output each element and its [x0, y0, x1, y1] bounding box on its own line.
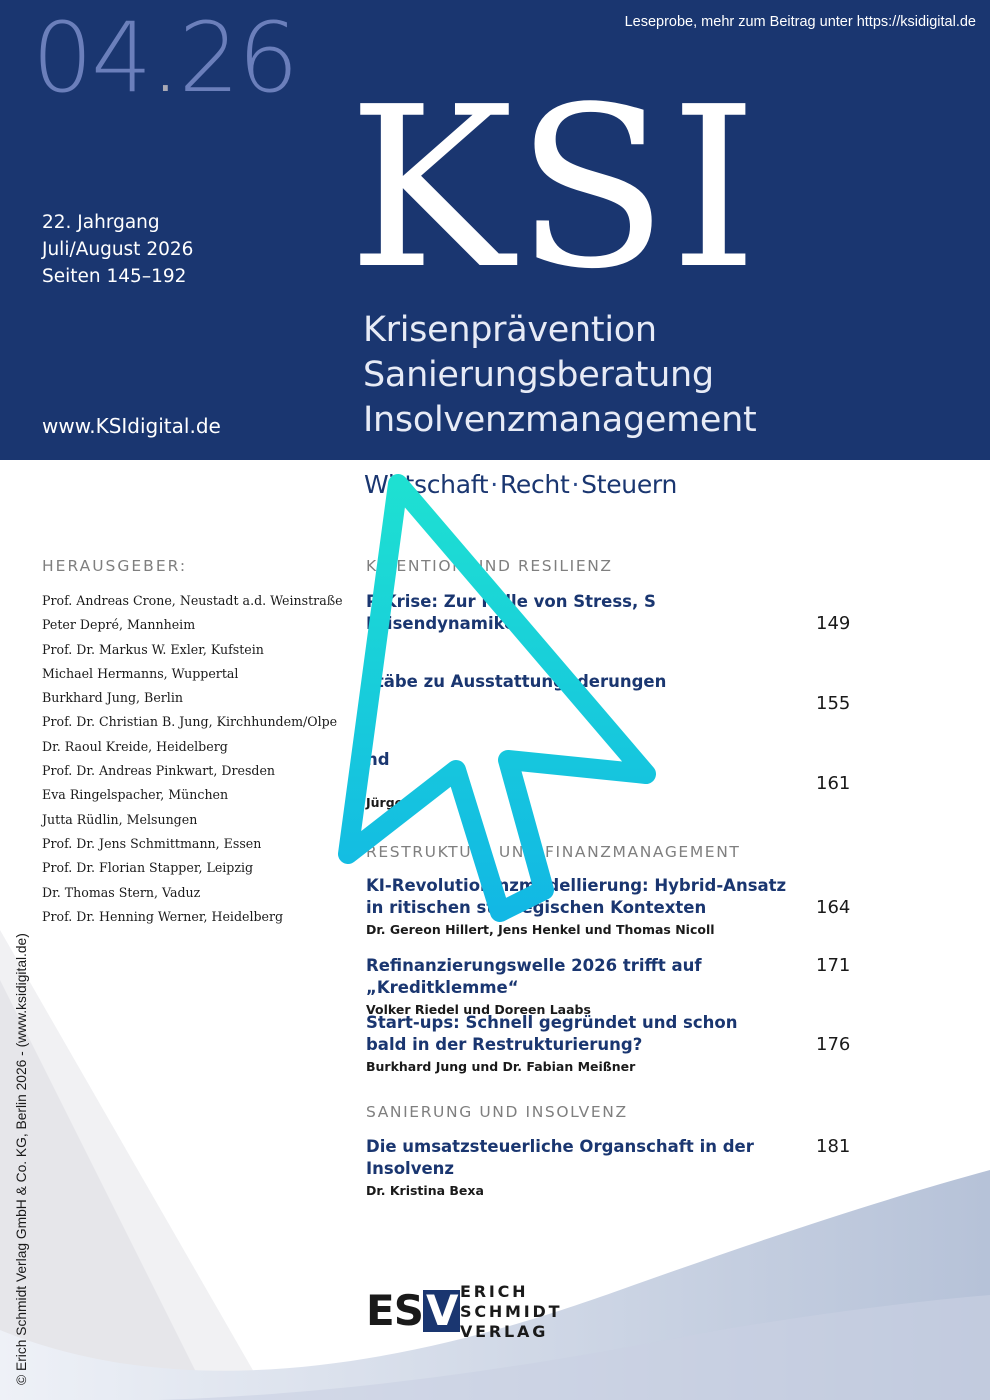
article-authors: Dr. Kristina Bexa — [366, 1183, 484, 1198]
article-title[interactable]: Die umsatzsteuerliche Organschaft in der Insolvenz — [366, 1137, 754, 1178]
issue-number: 04.26 — [32, 2, 297, 114]
publisher-name: ERICH SCHMIDT VERLAG — [460, 1282, 563, 1341]
editor-name: Prof. Dr. Henning Werner, Heidelberg — [42, 908, 284, 924]
journal-tagline: Wirtschaft·Recht·Steuern — [364, 470, 678, 499]
journal-logo-ksi: KSI — [348, 60, 760, 318]
article-page: 164 — [816, 897, 851, 918]
article-page: 181 — [816, 1136, 851, 1157]
article-title[interactable]: KI-Revolution nzmodellierung: Hybrid-Ansatz in ritischen strategischen Kontexten — [366, 876, 787, 917]
editor-name: Eva Ringelspacher, München — [42, 787, 229, 803]
issue-date: Juli/August 2026 — [42, 239, 194, 260]
page-range: Seiten 145–192 — [42, 266, 187, 287]
volume-year: 22. Jahrgang — [42, 212, 160, 233]
editor-name: Prof. Dr. Christian B. Jung, Kirchhundem/Olpe — [42, 714, 338, 730]
volume-info — [42, 209, 193, 290]
editor-name: Michael Hermanns, Wuppertal — [42, 665, 239, 681]
article-authors: Dr. Gereon Hillert, Jens Henkel und Thomas Nicoll — [366, 922, 715, 937]
journal-website: www.KSIdigital.de — [42, 414, 221, 438]
article-authors: Jürge — [366, 795, 404, 810]
article-title[interactable]: Start-ups: Schnell gegründet und schon bald in der Restrukturierung? — [366, 1013, 738, 1054]
editor-name: Prof. Dr. Jens Schmittmann, Essen — [42, 835, 262, 851]
subtitle-line: Sanierungsberatung — [363, 355, 714, 395]
editor-name: Prof. Dr. Florian Stapper, Leipzig — [42, 860, 254, 876]
article-title[interactable]: nd — [366, 750, 390, 769]
toc-article[interactable] — [366, 955, 856, 1017]
article-title[interactable]: P Krise: Zur Rolle von Stress, S Krisendynamiken — [366, 592, 656, 633]
editor-name: Prof. Dr. Markus W. Exler, Kufstein — [42, 641, 264, 657]
subtitle-line: Insolvenzmanagement — [363, 400, 757, 440]
article-page: 149 — [816, 613, 851, 634]
editor-name: Dr. Thomas Stern, Vaduz — [42, 884, 201, 900]
cover-header — [0, 0, 990, 460]
toc-article[interactable] — [366, 1012, 856, 1074]
article-authors: Burkhard Jung und Dr. Fabian Meißner — [366, 1059, 636, 1074]
publisher-logo — [366, 1282, 566, 1348]
subtitle-line: Krisenprävention — [363, 310, 657, 350]
editor-name: Peter Depré, Mannheim — [42, 617, 196, 633]
article-authors: Volker Riedel und Doreen Laabs — [366, 1002, 591, 1017]
esv-logo-mark: ESV — [366, 1290, 460, 1332]
article-title[interactable]: Refinanzierungswelle 2026 trifft auf „Kreditklemme“ — [366, 956, 702, 997]
journal-subtitle — [363, 308, 756, 443]
copyright-notice: © Erich Schmidt Verlag GmbH & Co. KG, Berlin 2026 - (www.ksidigital.de) — [14, 933, 29, 1385]
editor-name: Prof. Andreas Crone, Neustadt a.d. Weinstraße — [42, 593, 343, 608]
toc-section-heading: K VENTION UND RESILIENZ — [366, 557, 613, 575]
editor-name: Prof. Dr. Andreas Pinkwart, Dresden — [42, 763, 276, 779]
preview-notice: Leseprobe, mehr zum Beitrag unter https://ksidigital.de — [624, 14, 976, 30]
editor-name: Dr. Raoul Kreide, Heidelberg — [42, 738, 228, 754]
editors-list — [42, 557, 352, 929]
toc-article[interactable] — [366, 1136, 856, 1198]
editor-name: Jutta Rüdlin, Melsungen — [42, 811, 198, 827]
mouse-pointer-arrow-icon — [330, 470, 660, 930]
article-title[interactable]: stäbe zu Ausstattung, derungen — [366, 672, 667, 691]
article-page: 155 — [816, 693, 851, 714]
editor-name: Burkhard Jung, Berlin — [42, 690, 183, 706]
article-page: 161 — [816, 773, 851, 794]
toc-section-heading: SANIERUNG UND INSOLVENZ — [366, 1103, 628, 1121]
editors-heading: HERAUSGEBER: — [42, 557, 188, 575]
toc-section-heading: RESTRUKTU G UND FINANZMANAGEMENT — [366, 843, 741, 861]
article-page: 176 — [816, 1034, 851, 1055]
article-page: 171 — [816, 955, 851, 976]
